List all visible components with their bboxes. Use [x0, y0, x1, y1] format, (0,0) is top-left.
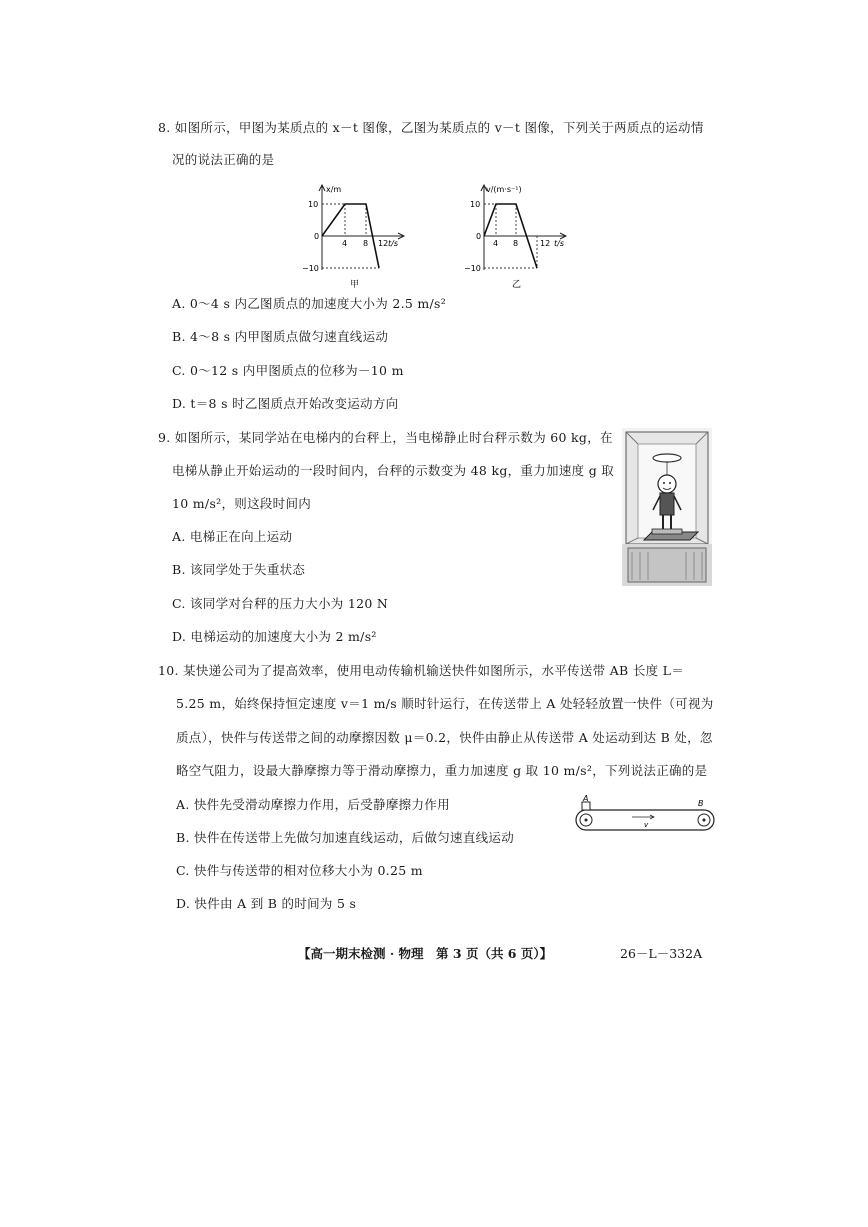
q8-stem-line1: 8. 如图所示，甲图为某质点的 x－t 图像，乙图为某质点的 v－t 图像，下列关于两质点的运动情	[158, 120, 704, 135]
elevator-illustration	[622, 428, 712, 586]
jia-tick-y-neg10: −10	[302, 264, 319, 273]
q8-option-c: C. 0～12 s 内甲图质点的位移为－10 m	[172, 363, 404, 378]
page-footer-title: 【高一期末检测 · 物理 第 3 页（共 6 页）】	[298, 946, 553, 961]
parcel-box	[582, 802, 590, 810]
q9-stem-line3: 10 m/s²，则这段时间内	[172, 496, 312, 511]
q10-stem-line3: 质点），快件与传送带之间的动摩擦因数 μ＝0.2，快件由静止从传送带 A 处运动到达 B 处，忽	[176, 730, 713, 745]
yi-tick-y-neg10: −10	[464, 264, 481, 273]
belt-label-a: A	[583, 794, 589, 803]
jia-tick-x-4: 4	[342, 239, 348, 248]
v-t-graph-yi	[458, 180, 582, 292]
page-footer-code: 26－L－332A	[620, 946, 703, 961]
belt-label-v: v	[644, 821, 649, 829]
jia-tick-y-0: 0	[314, 232, 320, 241]
q9-option-b: B. 该同学处于失重状态	[172, 562, 306, 577]
belt-label-b: B	[698, 799, 704, 808]
yi-caption: 乙	[512, 280, 522, 290]
q9-option-a: A. 电梯正在向上运动	[172, 529, 293, 544]
q10-option-d: D. 快件由 A 到 B 的时间为 5 s	[176, 896, 357, 911]
yi-xlabel: t/s	[554, 239, 564, 248]
jia-ylabel: x/m	[326, 185, 342, 194]
q10-stem-line4: 略空气阻力，设最大静摩擦力等于滑动摩擦力，重力加速度 g 取 10 m/s²，下列说法正确的是	[176, 763, 708, 778]
q8-option-a: A. 0～4 s 内乙图质点的加速度大小为 2.5 m/s²	[172, 296, 447, 311]
q9-stem-line2: 电梯从静止开始运动的一段时间内，台秤的示数变为 48 kg，重力加速度 g 取	[172, 463, 615, 478]
yi-tick-y-10: 10	[470, 200, 481, 209]
q10-option-c: C. 快件与传送带的相对位移大小为 0.25 m	[176, 863, 423, 878]
jia-xlabel: t/s	[388, 239, 398, 248]
q10-option-a: A. 快件先受滑动摩擦力作用，后受静摩擦力作用	[176, 797, 450, 812]
q9-stem-line1: 9. 如图所示，某同学站在电梯内的台秤上，当电梯静止时台秤示数为 60 kg，在	[158, 430, 613, 445]
q8-stem-line2: 况的说法正确的是	[172, 152, 275, 167]
q8-option-d: D. t＝8 s 时乙图质点开始改变运动方向	[172, 396, 399, 411]
yi-tick-x-4: 4	[493, 239, 499, 248]
jia-tick-x-12: 12	[378, 239, 389, 248]
q10-stem-line2: 5.25 m，始终保持恒定速度 v＝1 m/s 顺时针运行，在传送带上 A 处轻轻放置一快件（可视为	[176, 696, 714, 711]
jia-tick-y-10: 10	[308, 200, 319, 209]
q8-option-b: B. 4～8 s 内甲图质点做匀速直线运动	[172, 329, 389, 344]
x-t-graph-jia	[296, 180, 420, 292]
q10-option-b: B. 快件在传送带上先做匀加速直线运动，后做匀速直线运动	[176, 830, 515, 845]
q10-stem-line1: 10. 某快递公司为了提高效率，使用电动传输机输送快件如图所示，水平传送带 AB 长度 L＝	[158, 663, 685, 678]
yi-tick-x-8: 8	[513, 239, 519, 248]
q9-option-d: D. 电梯运动的加速度大小为 2 m/s²	[172, 629, 377, 644]
yi-ylabel: v/(m·s⁻¹)	[486, 185, 522, 194]
q9-option-c: C. 该同学对台秤的压力大小为 120 N	[172, 596, 389, 611]
jia-tick-x-8: 8	[363, 239, 369, 248]
conveyor-belt-figure	[574, 794, 716, 834]
yi-tick-x-12: 12	[540, 239, 551, 248]
yi-tick-y-0: 0	[476, 232, 482, 241]
jia-caption: 甲	[350, 280, 360, 290]
